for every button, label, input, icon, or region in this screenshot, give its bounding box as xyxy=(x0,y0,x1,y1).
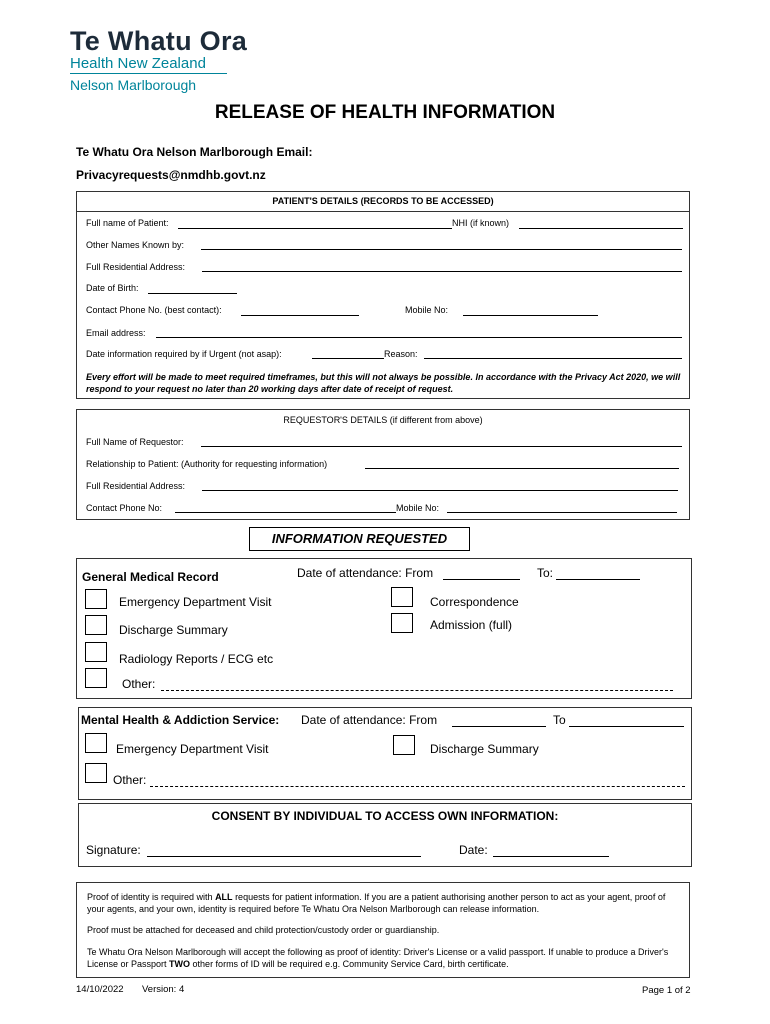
patient-full-name-label: Full name of Patient: xyxy=(86,218,169,228)
other-names-field[interactable] xyxy=(201,249,682,250)
radiology-checkbox[interactable] xyxy=(85,642,107,662)
patient-full-name-field[interactable] xyxy=(178,228,452,229)
ed-visit-checkbox[interactable] xyxy=(85,589,107,609)
mental-to-label: To xyxy=(553,713,566,727)
mental-to-field[interactable] xyxy=(569,726,684,727)
reason-field[interactable] xyxy=(424,358,682,359)
general-date-from-field[interactable] xyxy=(443,579,520,580)
email-label: Te Whatu Ora Nelson Marlborough Email: xyxy=(76,145,313,159)
information-requested-heading: INFORMATION REQUESTED xyxy=(249,527,470,551)
logo-title: Te Whatu Ora xyxy=(70,26,248,56)
patient-details-heading: PATIENT'S DETAILS (RECORDS TO BE ACCESSED) xyxy=(272,196,494,206)
requestor-phone-field[interactable] xyxy=(175,512,396,513)
proof-text: other forms of ID will be required e.g. Community Service Card, birth certificate. xyxy=(190,959,509,969)
general-other-label: Other: xyxy=(122,677,156,691)
consent-date-field[interactable] xyxy=(493,856,609,857)
footer-date: 14/10/2022 xyxy=(76,984,124,995)
consent-date-label: Date: xyxy=(459,843,488,857)
patient-address-label: Full Residential Address: xyxy=(86,262,186,272)
date-required-label: Date information required by if Urgent (not asap): xyxy=(86,349,282,359)
discharge-summary-label: Discharge Summary xyxy=(119,623,228,637)
mh-other-checkbox[interactable] xyxy=(85,763,107,783)
proof-paragraph-2: Proof must be attached for deceased and child protection/custody order or guardianship. xyxy=(87,925,440,935)
mh-ed-visit-label: Emergency Department Visit xyxy=(116,742,269,756)
proof-paragraph-1 xyxy=(87,891,685,915)
logo-subtitle: Health New Zealand xyxy=(70,55,206,72)
correspondence-checkbox[interactable] xyxy=(391,587,413,607)
proof-emphasis: ALL xyxy=(215,892,233,902)
mental-health-heading: Mental Health & Addiction Service: xyxy=(81,713,280,727)
ed-visit-label: Emergency Department Visit xyxy=(119,595,272,609)
nhi-label: NHI (if known) xyxy=(452,218,510,228)
signature-field[interactable] xyxy=(147,856,421,857)
requestor-details-heading: REQUESTOR'S DETAILS (if different from above) xyxy=(283,415,483,425)
contact-phone-field[interactable] xyxy=(241,315,359,316)
requestor-mobile-label: Mobile No: xyxy=(396,503,440,513)
page-number: Page 1 of 2 xyxy=(642,985,691,996)
admission-label: Admission (full) xyxy=(430,618,513,632)
requestor-name-label: Full Name of Requestor: xyxy=(86,437,184,447)
relationship-field[interactable] xyxy=(365,468,679,469)
mental-date-from-field[interactable] xyxy=(452,726,546,727)
general-to-field[interactable] xyxy=(556,579,640,580)
proof-emphasis: TWO xyxy=(169,959,191,969)
other-names-label: Other Names Known by: xyxy=(86,240,185,250)
proof-paragraph-3 xyxy=(87,946,685,970)
divider xyxy=(77,211,689,212)
proof-text: Te Whatu Ora Nelson Marlborough will accept the following as proof of identity: Driver's License or a valid passport. If unable to produce a Driver's License or Passport xyxy=(87,947,669,969)
dob-field[interactable] xyxy=(148,293,237,294)
mh-discharge-label: Discharge Summary xyxy=(430,742,539,756)
logo-region: Nelson Marlborough xyxy=(70,77,197,93)
logo-divider xyxy=(70,73,227,74)
consent-heading: CONSENT BY INDIVIDUAL TO ACCESS OWN INFORMATION: xyxy=(211,809,559,823)
patient-address-field[interactable] xyxy=(202,271,682,272)
email-address-label: Email address: xyxy=(86,328,146,338)
requestor-phone-label: Contact Phone No: xyxy=(86,503,163,513)
requestor-mobile-field[interactable] xyxy=(447,512,677,513)
email-address-field[interactable] xyxy=(156,337,682,338)
general-medical-record-heading: General Medical Record xyxy=(82,570,219,584)
requestor-name-field[interactable] xyxy=(201,446,682,447)
proof-text: requests for patient information. If you are a patient authorising another person to act as your agent, proof of your agents, and your own, identity is required before Te Whatu Ora Nelson Marlborough can release information. xyxy=(87,892,666,914)
mh-other-field[interactable] xyxy=(150,786,685,787)
email-address[interactable]: Privacyrequests@nmdhb.govt.nz xyxy=(76,168,266,182)
mh-ed-visit-checkbox[interactable] xyxy=(85,733,107,753)
mh-discharge-checkbox[interactable] xyxy=(393,735,415,755)
contact-phone-label: Contact Phone No. (best contact): xyxy=(86,305,222,315)
mobile-label: Mobile No: xyxy=(405,305,449,315)
timeframe-note: Every effort will be made to meet required timeframes, but this will not always be possible. In accordance with the Privacy Act 2020, we will respond to your request no later than 20 working days after date of receipt of request. xyxy=(86,372,681,394)
proof-text: Proof of identity is required with xyxy=(87,892,216,902)
date-required-field[interactable] xyxy=(312,358,384,359)
reason-label: Reason: xyxy=(384,349,418,359)
footer-version: Version: 4 xyxy=(142,984,185,995)
general-to-label: To: xyxy=(537,566,554,580)
requestor-address-field[interactable] xyxy=(202,490,678,491)
mh-other-label: Other: xyxy=(113,773,147,787)
page-title: RELEASE OF HEALTH INFORMATION xyxy=(214,102,556,123)
mental-date-from-label: Date of attendance: From xyxy=(301,713,438,727)
admission-checkbox[interactable] xyxy=(391,613,413,633)
relationship-label: Relationship to Patient: (Authority for requesting information) xyxy=(86,459,328,469)
signature-label: Signature: xyxy=(86,843,141,857)
radiology-label: Radiology Reports / ECG etc xyxy=(119,652,274,666)
general-date-from-label: Date of attendance: From xyxy=(297,566,434,580)
discharge-summary-checkbox[interactable] xyxy=(85,615,107,635)
nhi-field[interactable] xyxy=(519,228,683,229)
correspondence-label: Correspondence xyxy=(430,595,519,609)
general-other-checkbox[interactable] xyxy=(85,668,107,688)
mobile-field[interactable] xyxy=(463,315,598,316)
dob-label: Date of Birth: xyxy=(86,283,139,293)
requestor-address-label: Full Residential Address: xyxy=(86,481,186,491)
general-other-field[interactable] xyxy=(161,690,673,691)
